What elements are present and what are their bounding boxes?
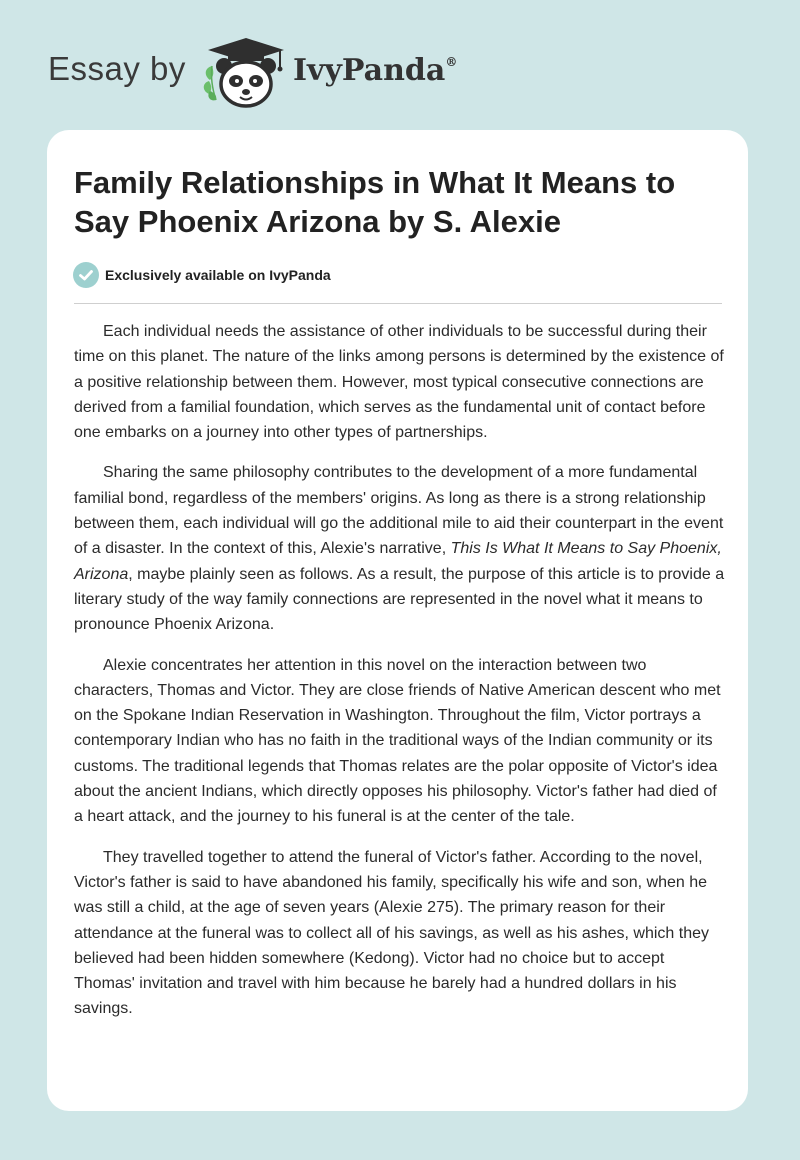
paragraph: Alexie concentrates her attention in this novel on the interaction between two characters, Thomas and Victor. They are close friends of Native American descent who met on the Spokane Indian Reservation in Washington. Throughout the film, Victor portrays a contemporary Indian who has no faith in the traditional ways of the Indian community or its customs. The traditional legends that Thomas relates are the polar opposite of Victor's idea about the ancient Indians, which directly opposes his philosophy. Victor's father had died of a heart attack, and the journey to his funeral is at the center of the tale. bbox=[74, 656, 721, 826]
paragraph: Sharing the same philosophy contributes to the development of a more fundamental familial bond, regardless of the members' origins. As long as there is a strong relationship between them, each individual will go the additional mile to aid their counterpart in the event of a disaster. In the context of this, Alexie's narrative, This Is What It Means to Say Phoenix, Arizona, maybe plainly seen as follows. As a result, the purpose of this article is to provide a literary study of the way family connections are represented in the novel what it means to pronounce Phoenix Arizona. bbox=[74, 464, 725, 634]
trademark-symbol: ® bbox=[445, 55, 458, 69]
divider bbox=[74, 303, 722, 304]
book-title: This Is What It Means to Say Phoenix, Arizona bbox=[74, 540, 722, 583]
check-circle-icon bbox=[73, 262, 99, 288]
essay-body bbox=[74, 319, 726, 1037]
paragraph: Each individual needs the assistance of other individuals to be successful during their time on this planet. The nature of the links among persons is determined by the existence of a positive relationship between them. However, most typical consecutive connections are derived from a familial foundation, which serves as the fundamental unit of contact before one embarks on a journey into other types of partnerships. bbox=[74, 323, 724, 442]
paragraph: They travelled together to attend the funeral of Victor's father. According to the novel, Victor's father is said to have abandoned his family, specifically his wife and son, when he was still a child, at the age of seven years (Alexie 275). The primary reason for their attendance at the funeral was to collect all of his savings, as well as his ashes, which they believed had been hidden somewhere (Kedong). Victor had no choice but to accept Thomas' invitation and travel with him because he barely had a hundred dollars in his savings. bbox=[74, 848, 710, 1018]
brand-name[interactable]: IvyPanda® bbox=[293, 53, 458, 88]
essay-title: Family Relationships in What It Means to Say Phoenix Arizona by S. Alexie bbox=[74, 165, 676, 239]
panda-logo-icon[interactable] bbox=[200, 36, 292, 108]
essay-by-label: Essay by bbox=[48, 50, 186, 87]
site-header bbox=[0, 0, 800, 120]
exclusive-badge-label: Exclusively available on IvyPanda bbox=[105, 267, 331, 283]
essay-card bbox=[47, 130, 748, 1111]
